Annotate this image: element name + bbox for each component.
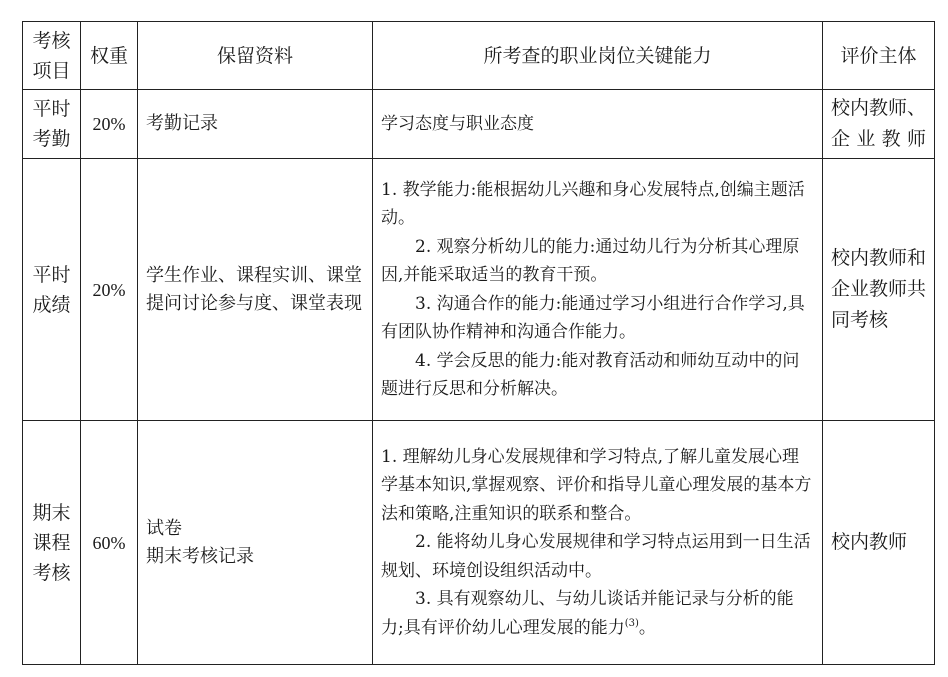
ability-paragraph: 4. 学会反思的能力:能对教育活动和师幼互动中的问题进行反思和分析解决。 bbox=[381, 350, 800, 399]
ability-paragraph bbox=[381, 585, 814, 642]
materials-line: 考勤记录 bbox=[146, 113, 218, 134]
category-line: 成绩 bbox=[32, 293, 71, 316]
category-cell bbox=[23, 421, 81, 665]
category-line: 期末 bbox=[32, 501, 71, 524]
evaluator-cell: 校内教师和企业教师共同考核 bbox=[823, 159, 935, 421]
header-row bbox=[23, 22, 935, 90]
category-line: 平时 bbox=[32, 263, 71, 286]
weight-cell: 20% bbox=[81, 159, 138, 421]
category-line: 课程 bbox=[32, 531, 71, 554]
abilities-cell bbox=[373, 90, 823, 159]
header-materials: 保留资料 bbox=[138, 22, 373, 90]
weight-cell: 20% bbox=[81, 90, 138, 159]
materials-line: 试卷 bbox=[146, 517, 182, 539]
evaluator-cell: 校内教师 bbox=[823, 421, 935, 665]
assessment-table bbox=[22, 21, 935, 665]
header-weight: 权重 bbox=[81, 22, 138, 90]
ability-text: 3. 具有观察幼儿、与幼儿谈话并能记录与分析的能力;具有评价幼儿心理发展的能力 bbox=[381, 589, 794, 638]
materials-line: 期末考核记录 bbox=[146, 545, 254, 567]
ability-paragraph: 1. 理解幼儿身心发展规律和学习特点,了解儿童发展心理学基本知识,掌握观察、评价和指导儿童心理发展的基本方法和策略,注重知识的联系和整合。 bbox=[381, 446, 812, 524]
ability-paragraph: 3. 沟通合作的能力:能通过学习小组进行合作学习,具有团队协作精神和沟通合作能力。 bbox=[381, 293, 805, 342]
header-abilities: 所考查的职业岗位关键能力 bbox=[373, 22, 823, 90]
footnote-reference: (3) bbox=[624, 617, 639, 629]
weight-cell: 60% bbox=[81, 421, 138, 665]
category-line: 考核 bbox=[32, 561, 71, 584]
category-cell bbox=[23, 159, 81, 421]
header-item bbox=[23, 22, 81, 90]
materials-cell bbox=[138, 421, 373, 665]
header-item-line: 考核 bbox=[32, 29, 71, 52]
ability-paragraph: 2. 能将幼儿身心发展规律和学习特点运用到一日生活规划、环境创设组织活动中。 bbox=[381, 532, 811, 581]
table-row bbox=[23, 421, 935, 665]
category-cell bbox=[23, 90, 81, 159]
ability-paragraph: 2. 观察分析幼儿的能力:通过幼儿行为分析其心理原因,并能采取适当的教育干预。 bbox=[381, 236, 800, 285]
ability-paragraph: 学习态度与职业态度 bbox=[381, 113, 534, 134]
table-row bbox=[23, 90, 935, 159]
header-item-line: 项目 bbox=[32, 59, 71, 82]
ability-end-punct: 。 bbox=[638, 617, 656, 638]
category-line: 考勤 bbox=[32, 128, 71, 150]
ability-paragraph: 1. 教学能力:能根据幼儿兴趣和身心发展特点,创编主题活动。 bbox=[381, 179, 805, 228]
abilities-cell bbox=[373, 421, 823, 665]
materials-cell bbox=[138, 159, 373, 421]
evaluator-cell: 校内教师、企业教师 bbox=[823, 90, 935, 159]
materials-line: 学生作业、课程实训、课堂提问讨论参与度、课堂表现 bbox=[146, 264, 362, 314]
category-line: 平时 bbox=[32, 98, 71, 120]
abilities-cell bbox=[373, 159, 823, 421]
table-row bbox=[23, 159, 935, 421]
materials-cell bbox=[138, 90, 373, 159]
header-evaluator: 评价主体 bbox=[823, 22, 935, 90]
